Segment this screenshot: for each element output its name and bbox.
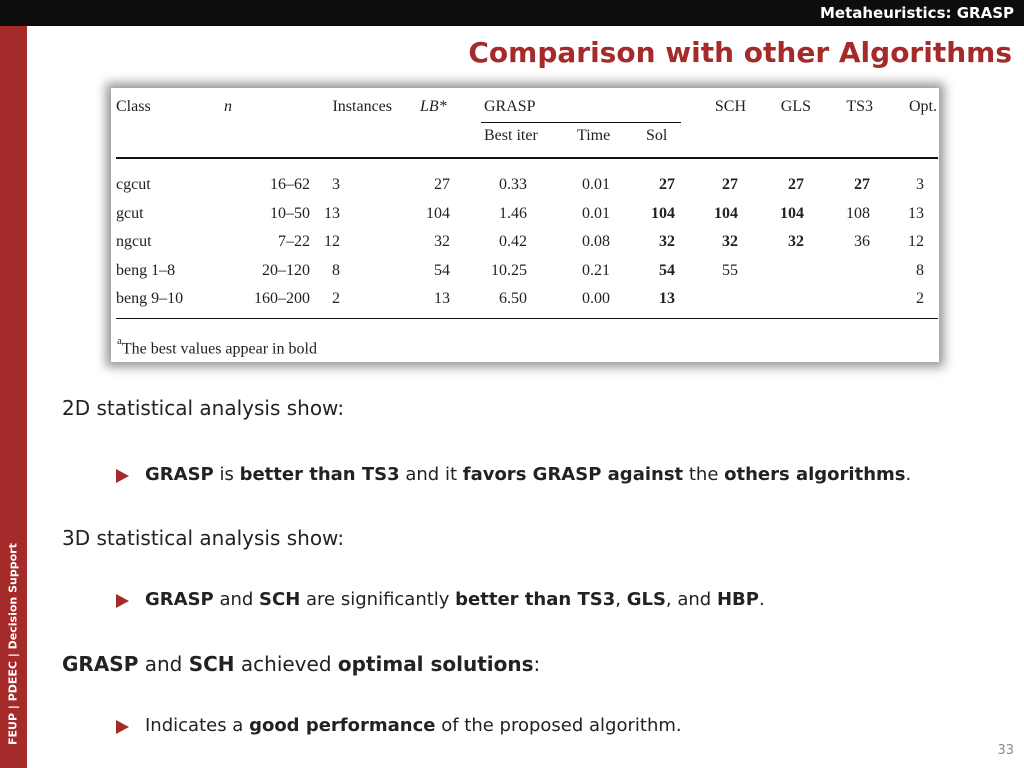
bottom-rule — [116, 318, 938, 319]
table-cell: 16–62 — [270, 176, 310, 193]
table-header-cell: Instances — [332, 98, 392, 115]
arrow-bullet-icon — [116, 720, 129, 734]
table-cell: 27 — [722, 176, 738, 193]
table-cell: 20–120 — [262, 262, 310, 279]
header-rule — [116, 157, 938, 159]
table-cell: 104 — [714, 205, 738, 222]
table-cell: gcut — [116, 205, 144, 222]
table-cell: beng 1–8 — [116, 262, 176, 279]
table-cell: 8 — [916, 262, 924, 279]
bullet2-segment: and — [213, 589, 260, 610]
table-cell: 32 — [788, 233, 804, 250]
line3-segment: : — [533, 652, 541, 676]
side-label: FEUP | PDEEC | Decision Support — [6, 543, 20, 745]
bullet2-segment: , and — [665, 589, 717, 610]
table-subheader-cell: Sol — [646, 127, 668, 144]
table-cell: beng 9–10 — [116, 290, 184, 307]
table-cell: 0.21 — [582, 262, 610, 279]
table-cell: 0.01 — [582, 176, 610, 193]
line3-segment: GRASP — [62, 652, 139, 676]
results-table — [111, 88, 939, 362]
bullet1-segment: the — [683, 464, 725, 485]
bullet-3d-result — [145, 589, 765, 610]
table-header-cell: n — [224, 98, 232, 115]
bullet1-segment: others algorithms — [724, 464, 906, 485]
table-cell: 108 — [846, 205, 870, 222]
table-cell: 32 — [434, 233, 450, 250]
table-cell: 2 — [332, 290, 340, 307]
bullet1-segment: is — [213, 464, 240, 485]
arrow-bullet-icon — [116, 594, 129, 608]
table-cell: 10–50 — [270, 205, 310, 222]
analysis-3d-heading: 3D statistical analysis show: — [62, 526, 345, 550]
table-header-cell: GRASP — [484, 98, 536, 115]
table-cell: 0.08 — [582, 233, 610, 250]
table-cell: 1.46 — [499, 205, 527, 222]
table-cell: 160–200 — [254, 290, 310, 307]
table-header-cell: SCH — [714, 98, 746, 115]
table-cell: 55 — [722, 262, 738, 279]
bullet1-segment: favors GRASP against — [462, 464, 684, 485]
table-cell: cgcut — [116, 176, 151, 193]
table-cell: 13 — [434, 290, 450, 307]
table-cell: 32 — [659, 233, 675, 250]
bullet2-segment: , — [615, 589, 627, 610]
bullet2-segment: SCH — [259, 589, 301, 610]
table-header-cell: GLS — [780, 98, 811, 115]
table-cell: 13 — [908, 205, 924, 222]
table-cell: 2 — [916, 290, 924, 307]
table-cell: 0.00 — [582, 290, 610, 307]
bullet2-segment: GRASP — [145, 589, 214, 610]
table-header-cell: Opt. — [909, 98, 937, 115]
table-cell: 13 — [659, 290, 675, 307]
bullet3-segment: good performance — [249, 715, 436, 736]
bullet1-segment: . — [905, 464, 912, 485]
bullet3-segment: of the proposed algorithm. — [435, 715, 682, 736]
table-cell: 54 — [434, 262, 450, 279]
bullet2-segment: . — [758, 589, 765, 610]
table-cell: 32 — [722, 233, 738, 250]
side-label-container — [0, 26, 27, 768]
table-cell: 3 — [916, 176, 924, 193]
table-cell: 7–22 — [278, 233, 310, 250]
analysis-2d-heading: 2D statistical analysis show: — [62, 396, 345, 420]
table-cell: 12 — [908, 233, 924, 250]
bullet2-segment: HBP — [716, 589, 759, 610]
bullet1-segment: and it — [399, 464, 463, 485]
slide-title: Comparison with other Algorithms — [468, 36, 1012, 69]
table-subheader-cell: Time — [577, 127, 611, 144]
table-header-cell: LB* — [420, 98, 447, 115]
table-cell: 8 — [332, 262, 340, 279]
bullet3-segment: Indicates a — [145, 715, 250, 736]
bullet1-segment: better than TS3 — [239, 464, 400, 485]
table-cell: 27 — [434, 176, 450, 193]
table-header-cell: TS3 — [846, 98, 873, 115]
table-footnote — [117, 335, 317, 358]
table-cell: 104 — [651, 205, 675, 222]
results-table-image — [111, 88, 939, 362]
table-cell: 27 — [659, 176, 675, 193]
line3-segment: and — [138, 652, 189, 676]
table-cell: ngcut — [116, 233, 152, 250]
bullet2-segment: are significantly — [300, 589, 456, 610]
arrow-bullet-icon — [116, 469, 129, 483]
bullet-performance — [145, 715, 682, 736]
table-cell: 36 — [854, 233, 870, 250]
table-cell: 104 — [426, 205, 450, 222]
table-cell: 3 — [332, 176, 340, 193]
footnote-marker: a — [117, 335, 122, 347]
table-cell: 0.33 — [499, 176, 527, 193]
table-cell: 13 — [324, 205, 340, 222]
table-cell: 27 — [854, 176, 870, 193]
grasp-header-rule — [481, 122, 681, 123]
table-cell: 0.42 — [499, 233, 527, 250]
line3-segment: achieved — [234, 652, 338, 676]
bullet-2d-result — [145, 464, 911, 485]
table-cell: 12 — [324, 233, 340, 250]
table-cell: 10.25 — [491, 262, 527, 279]
deck-title: Metaheuristics: GRASP — [819, 4, 1014, 22]
bullet2-segment: GLS — [626, 589, 666, 610]
page-number: 33 — [997, 743, 1014, 758]
table-cell: 54 — [659, 262, 675, 279]
line3-segment: optimal solutions — [337, 652, 534, 676]
table-header-cell: Class — [116, 98, 151, 115]
table-cell: 27 — [788, 176, 804, 193]
footnote-text: The best values appear in bold — [121, 340, 317, 358]
bullet2-segment: better than TS3 — [455, 589, 616, 610]
table-cell: 0.01 — [582, 205, 610, 222]
line3-segment: SCH — [188, 652, 235, 676]
table-cell: 6.50 — [499, 290, 527, 307]
table-cell: 104 — [780, 205, 804, 222]
bullet1-segment: GRASP — [145, 464, 214, 485]
optimal-solutions-heading — [62, 652, 540, 676]
table-subheader-cell: Best iter — [484, 127, 538, 144]
